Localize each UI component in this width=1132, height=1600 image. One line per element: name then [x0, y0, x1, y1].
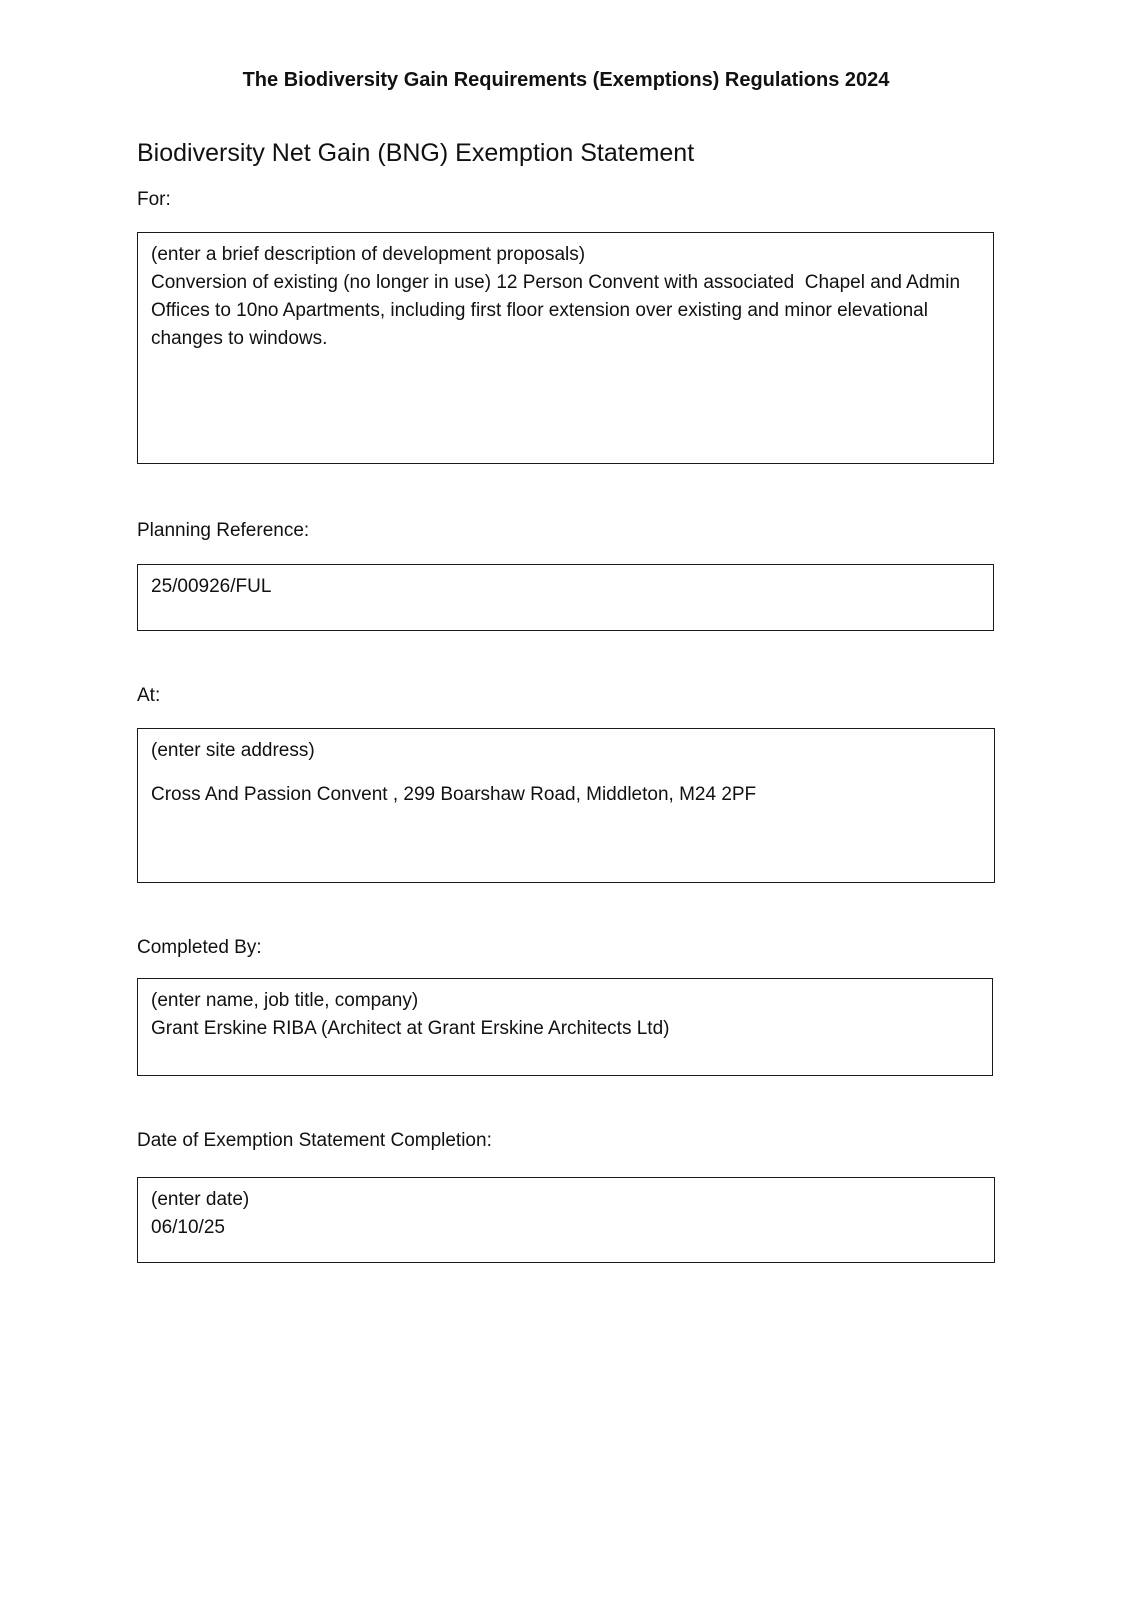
completed-by-hint: (enter name, job title, company) — [151, 990, 419, 1011]
site-address-value: Cross And Passion Convent , 299 Boarshaw Road, Middleton, M24 2PF — [151, 784, 757, 805]
completion-date-hint: (enter date) — [151, 1189, 250, 1210]
completion-date-label: Date of Exemption Statement Completion: — [137, 1130, 492, 1151]
description-hint: (enter a brief description of development proposals) — [151, 244, 586, 265]
regulation-title: The Biodiversity Gain Requirements (Exemptions) Regulations 2024 — [242, 69, 890, 91]
description-value: Conversion of existing (no longer in use) 12 Person Convent with associated Chapel and Admin Offices to 10no Apartments, including first floor extension over existing and minor elevational changes to windows. — [151, 272, 966, 349]
completed-by-label: Completed By: — [137, 937, 262, 958]
planning-reference-label: Planning Reference: — [137, 520, 310, 541]
completed-by-value: Grant Erskine RIBA (Architect at Grant Erskine Architects Ltd) — [151, 1018, 670, 1039]
site-address-label: At: — [137, 685, 161, 706]
completed-by-box[interactable] — [137, 978, 993, 1076]
site-address-hint: (enter site address) — [151, 740, 315, 761]
planning-reference-box[interactable] — [137, 564, 994, 631]
description-box[interactable] — [137, 232, 994, 464]
planning-reference-value: 25/00926/FUL — [151, 576, 272, 597]
for-label: For: — [137, 189, 171, 210]
completion-date-value: 06/10/25 — [151, 1217, 225, 1238]
site-address-box[interactable] — [137, 728, 995, 883]
completion-date-box[interactable] — [137, 1177, 995, 1263]
statement-heading: Biodiversity Net Gain (BNG) Exemption Statement — [137, 139, 695, 167]
